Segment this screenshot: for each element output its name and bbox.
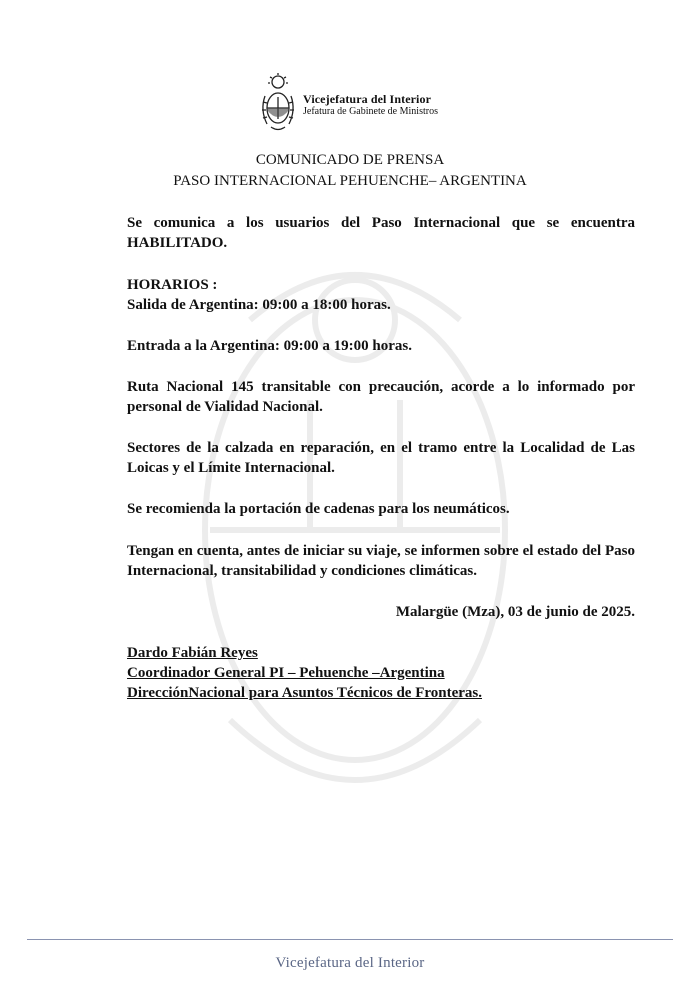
footer-divider bbox=[27, 939, 673, 940]
tengan-paragraph: Tengan en cuenta, antes de iniciar su viaje, se informen sobre el estado del Paso Internacional, transitabilidad y condiciones climáticas. bbox=[127, 543, 635, 579]
signatory-name: Dardo Fabián Reyes bbox=[127, 645, 258, 661]
letterhead bbox=[259, 72, 438, 136]
argentina-coat-of-arms-icon bbox=[259, 72, 297, 136]
document-subtitle: PASO INTERNACIONAL PEHUENCHE– ARGENTINA bbox=[173, 173, 527, 189]
salida-hours: Salida de Argentina: 09:00 a 18:00 horas. bbox=[127, 297, 391, 313]
org-subtitle: Jefatura de Gabinete de Ministros bbox=[303, 105, 438, 117]
horarios-heading: HORARIOS : bbox=[127, 277, 218, 293]
sectores-paragraph: Sectores de la calzada en reparación, en el tramo entre la Localidad de Las Loicas y el Límite Internacional. bbox=[127, 440, 635, 476]
org-name: Vicejefatura del Interior bbox=[303, 91, 432, 106]
cadenas-paragraph: Se recomienda la portación de cadenas para los neumáticos. bbox=[127, 501, 510, 517]
footer-org-name: Vicejefatura del Interior bbox=[275, 955, 425, 971]
place-date: Malargüe (Mza), 03 de junio de 2025. bbox=[395, 604, 635, 620]
document-title: COMUNICADO DE PRENSA bbox=[255, 152, 445, 168]
signatory-role: Coordinador General PI – Pehuenche –Argentina bbox=[127, 665, 445, 681]
entrada-hours: Entrada a la Argentina: 09:00 a 19:00 horas. bbox=[127, 338, 412, 354]
horarios-block bbox=[127, 275, 635, 315]
signatory-office: DirecciónNacional para Asuntos Técnicos de Fronteras. bbox=[127, 685, 482, 701]
intro-paragraph: Se comunica a los usuarios del Paso Internacional que se encuentra HABILITADO. bbox=[127, 215, 635, 251]
ruta-paragraph: Ruta Nacional 145 transitable con precaución, acorde a lo informado por personal de Vialidad Nacional. bbox=[127, 379, 635, 415]
signature-block bbox=[127, 643, 635, 703]
